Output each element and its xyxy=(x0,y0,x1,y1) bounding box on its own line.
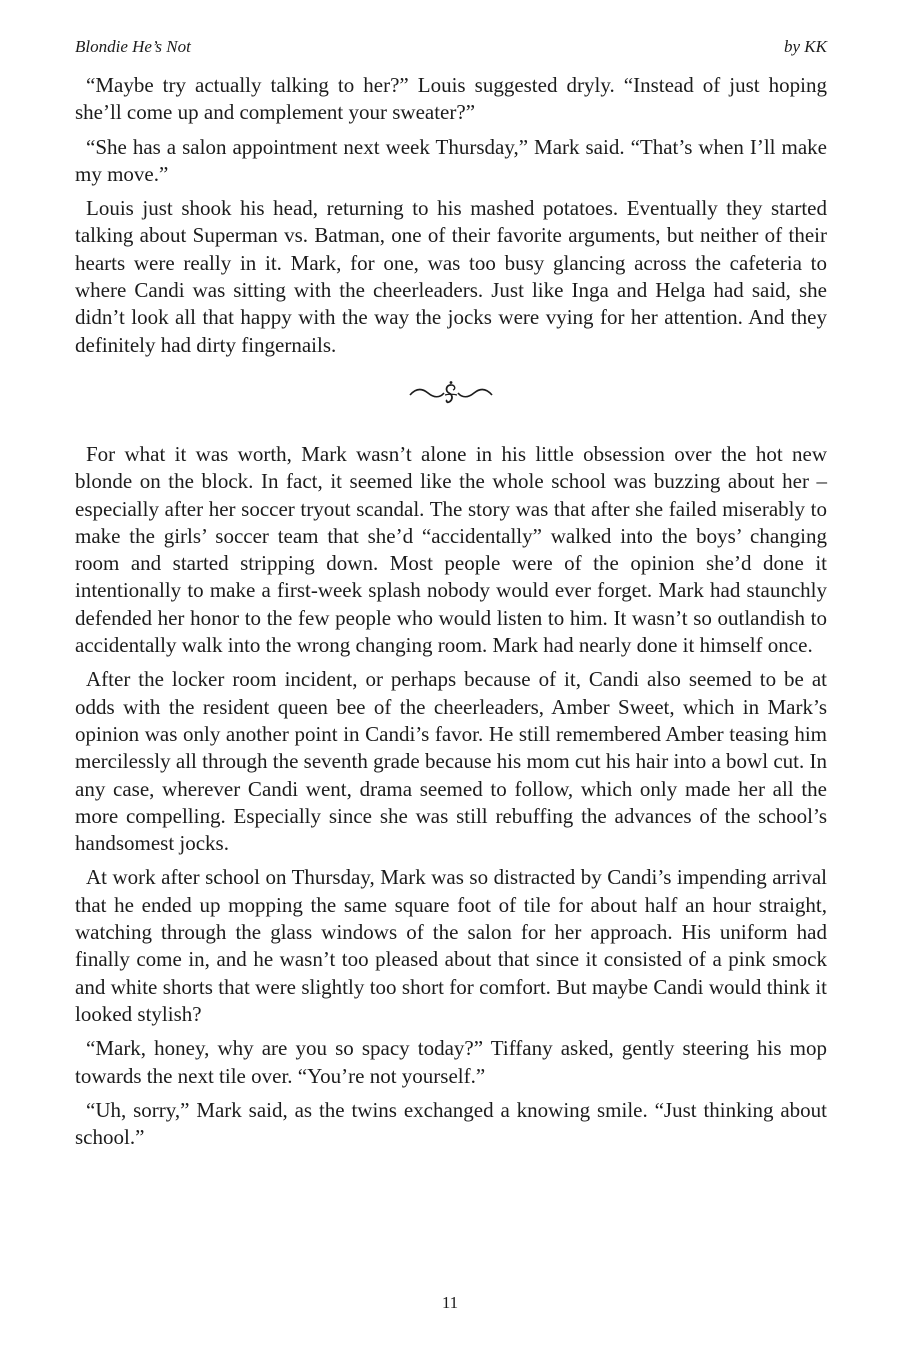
paragraph: “She has a salon appointment next week Thursday,” Mark said. “That’s when I’ll make my move.” xyxy=(75,134,827,186)
paragraph: At work after school on Thursday, Mark was so distracted by Candi’s impending arrival that he ended up mopping the same square foot of tile for about half an hour straight, watching through the glass windows of the salon for her approach. His uniform had finally come in, and he wasn’t too pleased about that since it consisted of a pink smock and white shorts that were slightly too short for comfort. But maybe Candi would think it looked stylish? xyxy=(75,865,827,1026)
page-number: 11 xyxy=(441,1293,459,1312)
running-header xyxy=(75,36,827,58)
paragraph: “Maybe try actually talking to her?” Louis suggested dryly. “Instead of just hoping she’ll come up and complement your sweater?” xyxy=(75,73,827,125)
book-title: Blondie He’s Not xyxy=(75,37,191,56)
scene-break-ornament xyxy=(75,379,827,415)
author-name: by KK xyxy=(784,37,827,56)
paragraph: For what it was worth, Mark wasn’t alone in his little obsession over the hot new blonde on the block. In fact, it seemed like the whole school was buzzing about her – especially after her soccer tryout scandal. The story was that after she failed miserably to make the girls’ soccer team that she’d “accidentally” walked into the boys’ changing room and started stripping down. Most people were of the opinion she’d done it intentionally to make a first-week splash nobody would ever forget. Mark had staunchly defended her honor to the few people who would listen to him. It wasn’t so outlandish to accidentally walk into the wrong changing room. Mark had nearly done it himself once. xyxy=(75,441,827,658)
paragraph: “Uh, sorry,” Mark said, as the twins exchanged a knowing smile. “Just thinking about school.” xyxy=(75,1097,827,1150)
scroll-flourish-icon xyxy=(406,379,496,409)
body-text xyxy=(75,72,827,1158)
paragraph: Louis just shook his head, returning to his mashed potatoes. Eventually they started talking about Superman vs. Batman, one of their favorite arguments, but neither of their hearts were really in it. Mark, for one, was too busy glancing across the cafeteria to where Candi was sitting with the cheerleaders. Just like Inga and Helga had said, she didn’t look all that happy with the way the jocks were vying for her attention. And they definitely had dirty fingernails. xyxy=(75,196,827,357)
paragraph: After the locker room incident, or perhaps because of it, Candi also seemed to be at odds with the resident queen bee of the cheerleaders, Amber Sweet, which in Mark’s opinion was only another point in Candi’s favor. He still remembered Amber teasing him mercilessly all through the seventh grade because his mom cut his hair into a bowl cut. In any case, wherever Candi went, drama seemed to follow, which only made her all the more compelling. Especially since she was still rebuffing the advances of the school’s handsomest jocks. xyxy=(75,667,827,856)
paragraph: “Mark, honey, why are you so spacy today?” Tiffany asked, gently steering his mop towards the next tile over. “You’re not yourself.” xyxy=(75,1036,827,1088)
